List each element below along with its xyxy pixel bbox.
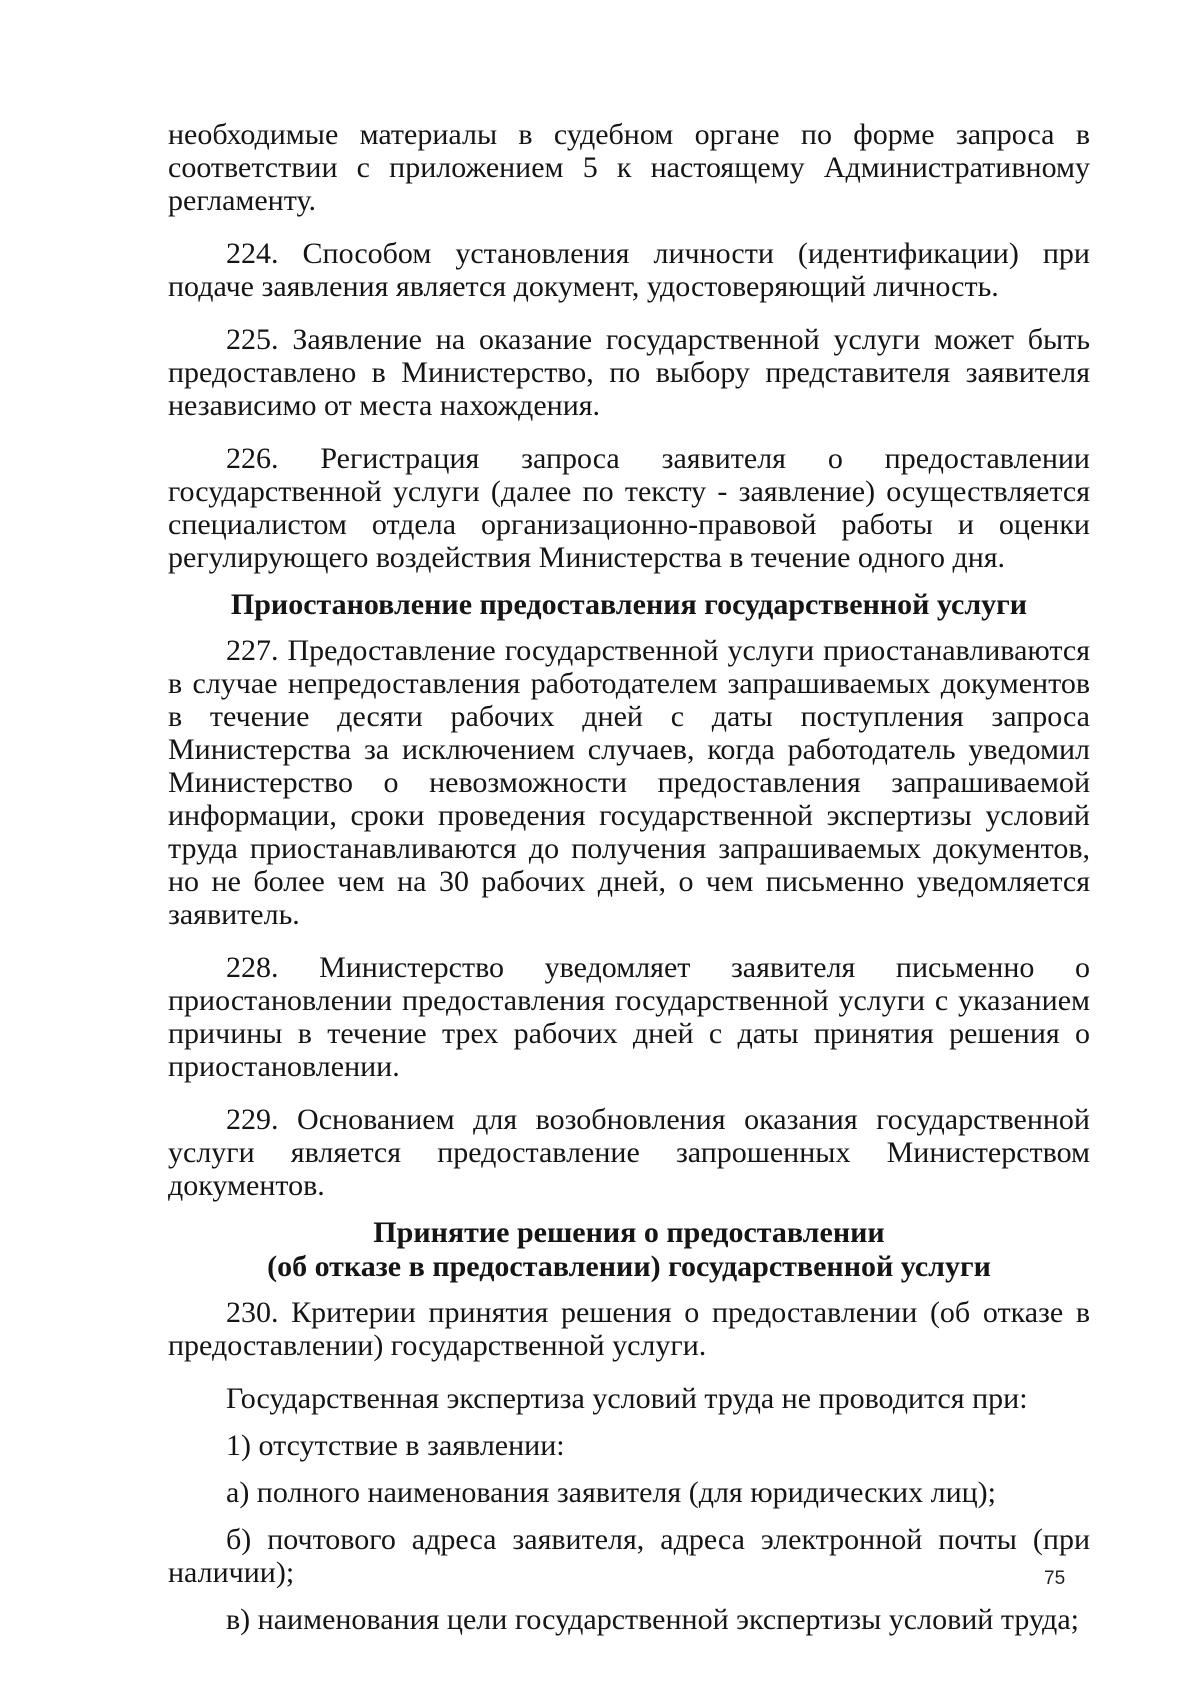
document-body bbox=[168, 118, 1090, 1650]
paragraph-continuation: необходимые материалы в судебном органе по форме запроса в соответствии с приложением 5 к настоящему Административному регламенту. bbox=[168, 118, 1090, 217]
paragraph-228: 228. Министерство уведомляет заявителя письменно о приостановлении предоставления государственной услуги с указанием причины в течение трех рабочих дней с даты принятия решения о приостановлении. bbox=[168, 951, 1090, 1083]
paragraph-230: 230. Критерии принятия решения о предоставлении (об отказе в предоставлении) государственной услуги. bbox=[168, 1296, 1090, 1362]
list-item-1: 1) отсутствие в заявлении: bbox=[226, 1429, 565, 1462]
section-heading-decision-line2: (об отказе в предоставлении) государственной услуги bbox=[267, 1250, 991, 1283]
section-heading-suspension-text: Приостановление предоставления государственной услуги bbox=[230, 588, 1028, 621]
paragraph-225: 225. Заявление на оказание государственной услуги может быть предоставлено в Министерство, по выбору представителя заявителя независимо от места нахождения. bbox=[168, 323, 1090, 422]
paragraph-224: 224. Способом установления личности (идентификации) при подаче заявления является документ, удостоверяющий личность. bbox=[168, 237, 1090, 303]
paragraph-229: 229. Основанием для возобновления оказания государственной услуги является предоставление запрошенных Министерством документов. bbox=[168, 1103, 1090, 1202]
page-number: 75 bbox=[1044, 1568, 1066, 1589]
list-item-b: б) почтового адреса заявителя, адреса электронной почты (при наличии); bbox=[168, 1523, 1090, 1589]
paragraph-expertise-not-conducted: Государственная экспертиза условий труда не проводится при: bbox=[226, 1382, 1028, 1415]
section-heading-decision-line1: Принятие решения о предоставлении bbox=[373, 1216, 885, 1249]
paragraph-226: 226. Регистрация запроса заявителя о предоставлении государственной услуги (далее по тексту - заявление) осуществляется специалистом отдела организационно-правовой работы и оценки регулирующего воздействия Министерства в течение одного дня. bbox=[168, 442, 1090, 574]
section-heading-decision bbox=[168, 1216, 1090, 1284]
paragraph-227: 227. Предоставление государственной услуги приостанавливаются в случае непредоставления работодателем запрашиваемых документов в течение десяти рабочих дней с даты поступления запроса Министерства за исключением случаев, когда работодатель уведомил Министерство о невозможности предоставления запрашиваемой информации, сроки проведения государственной экспертизы условий труда приостанавливаются до получения запрашиваемых документов, но не более чем на 30 рабочих дней, о чем письменно уведомляется заявитель. bbox=[168, 634, 1090, 931]
section-heading-suspension bbox=[168, 588, 1090, 622]
list-item-a: а) полного наименования заявителя (для юридических лиц); bbox=[226, 1476, 997, 1509]
list-item-v: в) наименования цели государственной экспертизы условий труда; bbox=[226, 1603, 1079, 1636]
